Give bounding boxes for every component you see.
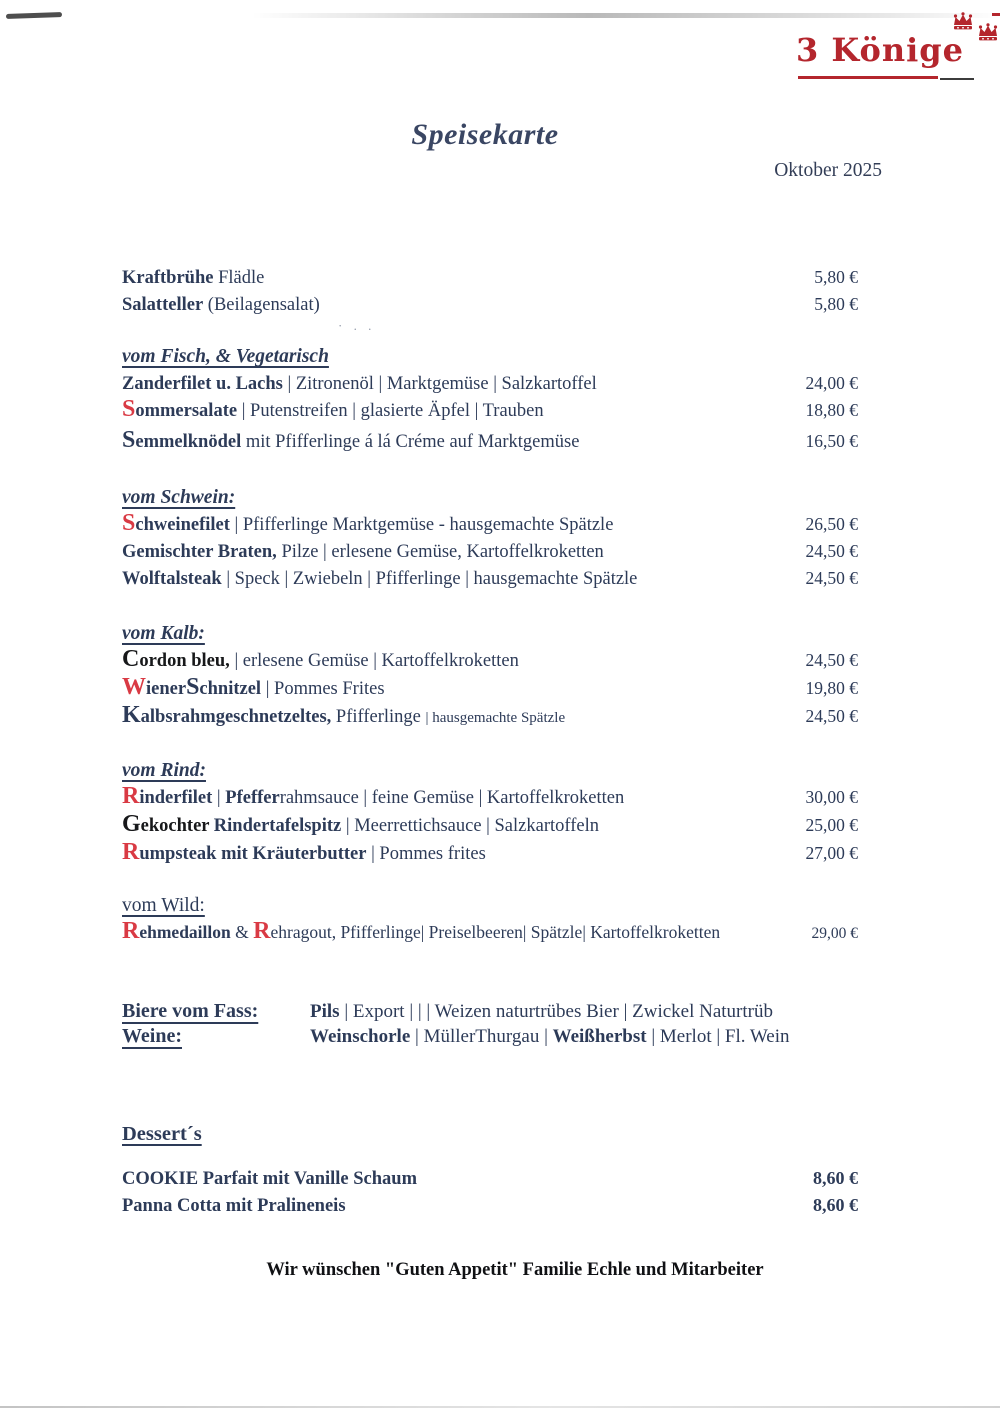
text-segment: Zanderfilet u. Lachs	[122, 374, 283, 394]
section-heading-text: vom Rind:	[122, 760, 206, 781]
text-segment: COOKIE Parfait mit Vanille Schaum	[122, 1169, 417, 1189]
menu-item-text	[122, 784, 778, 812]
text-segment: S	[186, 674, 200, 700]
text-segment: C	[122, 646, 140, 672]
menu-item	[122, 511, 858, 538]
menu-item-text	[122, 812, 778, 840]
text-segment: | Meerrettichsauce | Salzkartoffeln	[341, 816, 599, 836]
menu-item-text	[122, 840, 778, 868]
text-segment: | Putenstreifen | glasierte Äpfel | Trauben	[237, 401, 544, 421]
menu-item-price: 18,80 €	[805, 400, 858, 420]
menu-item-price: 5,80 €	[814, 267, 858, 287]
menu-item-text	[122, 566, 778, 592]
text-segment: K	[122, 702, 141, 728]
text-segment: Flädle	[213, 268, 265, 288]
text-segment: | MüllerThurgau |	[410, 1026, 553, 1047]
text-segment: ehragout, Pfifferlinge| Preiselbeeren| Spätzle| Kartoffelkroketten	[270, 922, 721, 942]
text-segment: &	[230, 922, 254, 942]
footer-message: Wir wünschen "Guten Appetit" Familie Echle und Mitarbeiter	[266, 1260, 764, 1280]
beverage-text	[310, 999, 858, 1024]
section-heading	[122, 893, 858, 919]
menu-item-price: 5,80 €	[814, 294, 858, 314]
section-heading	[122, 344, 858, 370]
text-segment: Wolftalsteak	[122, 569, 222, 589]
beverage-text	[310, 1024, 858, 1049]
restaurant-logo	[796, 14, 996, 94]
menu-item-price: 19,80 €	[805, 678, 858, 698]
menu-item	[122, 291, 858, 318]
text-segment: | hausgemachte Spätzle	[425, 710, 566, 726]
text-segment: Kraftbrühe	[122, 268, 214, 288]
menu-section	[122, 344, 858, 457]
menu-item	[122, 919, 858, 947]
text-segment: | Merlot | Fl. Wein	[646, 1026, 790, 1047]
text-segment: W	[122, 674, 146, 700]
menu-item-text	[122, 292, 778, 318]
text-segment: Pils	[310, 1001, 340, 1022]
menu-item-price: 24,50 €	[805, 706, 858, 726]
text-segment: | Pommes frites	[366, 844, 486, 864]
text-segment: R	[122, 783, 140, 809]
menu-sections	[122, 264, 858, 947]
menu-section	[122, 758, 858, 868]
menu-item-text	[122, 647, 778, 675]
menu-item-text	[122, 397, 778, 424]
menu-item	[122, 703, 858, 732]
text-segment: (Beilagensalat)	[203, 295, 320, 315]
menu-item-price: 24,50 €	[805, 568, 858, 588]
menu-section	[122, 893, 858, 947]
menu-item-text	[122, 511, 778, 538]
menu-item-text	[122, 265, 778, 291]
menu-item	[122, 784, 858, 812]
logo-underline-dark	[940, 78, 974, 80]
menu-item-text	[122, 919, 798, 945]
beverage-label: Weine:	[122, 1025, 182, 1047]
text-segment: Gemischter Braten,	[122, 542, 277, 562]
menu-item	[122, 397, 858, 424]
text-segment: Panna Cotta mit Pralineneis	[122, 1196, 346, 1216]
text-segment: R	[253, 918, 271, 944]
menu-item-text	[122, 427, 778, 457]
menu-item-text	[122, 1193, 778, 1219]
menu-item-text	[122, 675, 778, 703]
text-segment: ekochter	[140, 816, 214, 836]
desserts-heading	[122, 1121, 858, 1147]
menu-item-text	[122, 371, 778, 397]
menu-item-price: 24,50 €	[805, 541, 858, 561]
menu-item-price: 8,60 €	[813, 1168, 858, 1188]
beverage-row	[122, 1024, 858, 1049]
text-segment: albsrahmgeschnetzeltes,	[140, 707, 332, 727]
text-segment: Pfifferlinge	[331, 707, 426, 727]
menu-item-text	[122, 703, 778, 732]
text-segment: inderfilet	[139, 788, 213, 808]
scan-artifact-top-left	[6, 12, 62, 19]
menu-item-price: 25,00 €	[805, 815, 858, 835]
page-title: Speisekarte	[411, 118, 559, 151]
menu-item	[122, 565, 858, 592]
text-segment: ordon bleu,	[139, 651, 230, 671]
text-segment: Pfeffer	[225, 788, 280, 808]
menu-item-text	[122, 539, 778, 565]
text-segment: Salatteller	[122, 295, 204, 315]
text-segment: | Export | | | Weizen naturtrübes Bier | Zwickel Naturtrüb	[339, 1001, 773, 1022]
beverages-block	[122, 999, 858, 1049]
section-heading-text: vom Schwein:	[122, 487, 236, 508]
menu-date: Oktober 2025	[774, 160, 882, 181]
menu-item-price: 30,00 €	[805, 787, 858, 807]
text-segment: mit Pfifferlinge á lá Créme auf Marktgemüse	[241, 432, 580, 452]
section-heading-text: vom Kalb:	[122, 623, 205, 644]
menu-section	[122, 485, 858, 592]
text-segment: R	[122, 918, 140, 944]
text-segment: rahmsauce | feine Gemüse | Kartoffelkroketten	[279, 788, 625, 808]
menu-item	[122, 264, 858, 291]
menu-item-price: 24,50 €	[805, 650, 858, 670]
text-segment: Weißherbst	[552, 1026, 647, 1047]
text-segment: chweinefilet	[135, 515, 230, 535]
text-segment: G	[122, 811, 141, 837]
scan-artifact-bottom-edge	[0, 1406, 1000, 1408]
menu-item	[122, 370, 858, 397]
menu-item	[122, 1192, 858, 1219]
menu-section	[122, 621, 858, 732]
menu-item	[122, 812, 858, 840]
text-segment: |	[212, 788, 226, 808]
section-heading	[122, 485, 858, 511]
menu-item	[122, 426, 858, 457]
section-heading-text: vom Fisch, & Vegetarisch	[122, 346, 329, 367]
menu-content	[122, 264, 858, 1283]
menu-section	[122, 264, 858, 318]
text-segment: Weinschorle	[310, 1026, 411, 1047]
text-segment: iener	[146, 679, 187, 699]
crown-icon	[950, 10, 1000, 48]
logo-text: 3 Könige	[796, 31, 965, 69]
section-heading	[122, 621, 858, 647]
text-segment: emmelknödel	[135, 432, 242, 452]
text-segment: Rindertafelspitz	[213, 816, 342, 836]
desserts-section	[122, 1121, 858, 1219]
menu-item-price: 27,00 €	[805, 843, 858, 863]
menu-item-price: 24,00 €	[805, 373, 858, 393]
text-segment: ehmedaillon	[139, 922, 231, 942]
text-segment: | Speck | Zwiebeln | Pfifferlinge | hausgemachte Spätzle	[221, 569, 638, 589]
logo-underline	[798, 76, 938, 79]
text-segment: S	[122, 510, 136, 536]
menu-item	[122, 675, 858, 703]
text-segment: ommersalate	[135, 401, 238, 421]
menu-item-price: 29,00 €	[811, 925, 858, 942]
text-segment: | Zitronenöl | Marktgemüse | Salzkartoffel	[282, 374, 597, 394]
menu-item	[122, 840, 858, 868]
menu-item	[122, 1165, 858, 1192]
menu-item-price: 26,50 €	[805, 514, 858, 534]
menu-item-price: 16,50 €	[805, 431, 858, 451]
text-segment: S	[122, 427, 136, 453]
beverage-row	[122, 999, 858, 1024]
menu-item	[122, 538, 858, 565]
scan-artifact-dots: · . .	[338, 318, 376, 333]
section-heading-text: Dessert´s	[122, 1123, 202, 1145]
text-segment: | Pommes Frites	[261, 679, 385, 699]
menu-item-text	[122, 1166, 778, 1192]
text-segment: Pilze | erlesene Gemüse, Kartoffelkroketten	[276, 542, 604, 562]
beverage-label: Biere vom Fass:	[122, 1000, 259, 1022]
text-segment: | erlesene Gemüse | Kartoffelkroketten	[229, 651, 519, 671]
menu-item	[122, 647, 858, 675]
section-heading-text: vom Wild:	[122, 895, 205, 916]
text-segment: | Pfifferlinge Marktgemüse - hausgemachte Spätzle	[229, 515, 614, 535]
text-segment: umpsteak mit Kräuterbutter	[139, 844, 367, 864]
text-segment: R	[122, 839, 140, 865]
menu-item-price: 8,60 €	[813, 1195, 858, 1215]
text-segment: chnitzel	[199, 679, 262, 699]
text-segment: S	[122, 396, 136, 422]
section-heading	[122, 758, 858, 784]
